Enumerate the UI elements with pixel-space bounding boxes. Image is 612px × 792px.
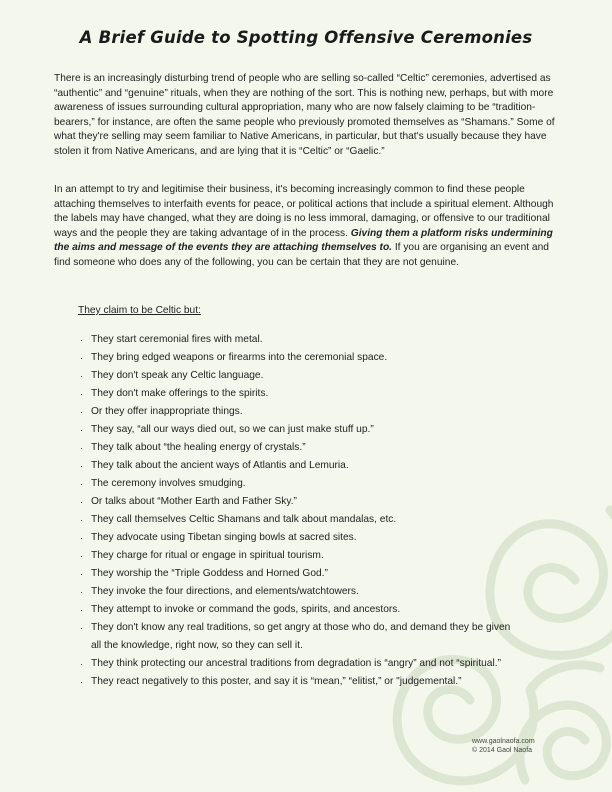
claim-text: They say, “all our ways died out, so we can just make stuff up.” <box>91 424 374 435</box>
claim-item <box>78 475 518 493</box>
poster-title: A Brief Guide to Spotting Offensive Ceremonies <box>79 28 533 47</box>
bullet-dot: · <box>80 335 83 345</box>
bullet-dot: · <box>80 479 83 489</box>
claim-text: They don't speak any Celtic language. <box>91 370 264 381</box>
claim-text: They react negatively to this poster, and say it is “mean,” “elitist,” or "judgemental.” <box>91 676 462 687</box>
bullet-dot: · <box>80 533 83 543</box>
warning-paragraph-closing: If you are organising an event and find someone who does any of the following, you can be certain that they are not genuine. <box>54 242 549 268</box>
bullet-dot: · <box>80 569 83 579</box>
claim-text: Or they offer inappropriate things. <box>91 406 243 417</box>
footer <box>472 737 535 755</box>
claim-item <box>78 601 518 619</box>
claim-text: They call themselves Celtic Shamans and talk about mandalas, etc. <box>91 514 397 525</box>
bullet-dot: · <box>80 605 83 615</box>
claim-item <box>78 673 518 691</box>
claim-text: They advocate using Tibetan singing bowls at sacred sites. <box>91 532 357 543</box>
bullet-dot: · <box>80 677 83 687</box>
claim-text: Or talks about “Mother Earth and Father Sky.” <box>91 496 297 507</box>
claim-item <box>78 367 518 385</box>
footer-website: www.gaolnaofa.com <box>472 738 535 745</box>
footer-copyright: © 2014 Gaol Naofa <box>472 747 533 754</box>
claim-item <box>78 421 518 439</box>
claim-text: The ceremony involves smudging. <box>91 478 246 489</box>
bullet-dot: · <box>80 497 83 507</box>
claim-item <box>78 439 518 457</box>
section-heading: They claim to be Celtic but: <box>78 305 201 316</box>
claim-text: They charge for ritual or engage in spiritual tourism. <box>91 550 324 561</box>
claim-text: They attempt to invoke or command the gods, spirits, and ancestors. <box>91 604 401 615</box>
warning-paragraph <box>54 183 566 271</box>
claim-item <box>78 547 518 565</box>
claim-item <box>78 619 518 655</box>
claim-item <box>78 655 518 673</box>
claim-text: They bring edged weapons or firearms into the ceremonial space. <box>91 352 388 363</box>
bullet-dot: · <box>80 515 83 525</box>
bullet-dot: · <box>80 371 83 381</box>
warning-paragraph-text: In an attempt to try and legitimise their business, it's becoming increasingly common to find these people attaching themselves to interfaith events for peace, or political actions that include a spiritual element. Although the labels may have changed, what they are doing is no less immoral, damaging, or offensive to our traditional ways and the people they are taking advantage of in the process. <box>54 184 554 239</box>
claim-text: They think protecting our ancestral traditions from degradation is “angry” and not “spiritual.” <box>91 658 501 669</box>
claim-text: They don't know any real traditions, so get angry at those who do, and demand they be given all the knowledge, right now, so they can sell it. <box>91 622 511 651</box>
claim-item <box>78 349 518 367</box>
warning-emphasis: Giving them a platform risks undermining the aims and message of the events they are attaching themselves to. <box>54 227 553 254</box>
claim-item <box>78 493 518 511</box>
bullet-dot: · <box>80 551 83 561</box>
bullet-dot: · <box>80 353 83 363</box>
intro-paragraph: There is an increasingly disturbing trend of people who are selling so-called “Celtic” ceremonies, advertised as “authentic” and “genuine” rituals, when they are nothing of the sort. This is nothing new, perhaps, but with more awareness of issues surrounding cultural appropriation, many who are now falsely claiming to be “tradition-bearers,” for instance, are often the same people who previously promoted themselves as “Shamans.” Some of what they're selling may seem familiar to Native Americans, in particular, but that's usually because they have stolen it from Native Americans, and are lying that it is “Celtic” or “Gaelic.” <box>54 73 555 157</box>
claim-text: They talk about “the healing energy of crystals.” <box>91 442 306 453</box>
claim-item <box>78 331 518 349</box>
claims-list <box>78 331 518 691</box>
claim-item <box>78 529 518 547</box>
bullet-dot: · <box>80 389 83 399</box>
bullet-dot: · <box>80 443 83 453</box>
bullet-dot: · <box>80 659 83 669</box>
bullet-dot: · <box>80 461 83 471</box>
claim-item <box>78 565 518 583</box>
claim-item <box>78 403 518 421</box>
claim-item <box>78 511 518 529</box>
bullet-dot: · <box>80 587 83 597</box>
claim-text: They start ceremonial fires with metal. <box>91 334 263 345</box>
claim-item <box>78 583 518 601</box>
claim-text: They invoke the four directions, and elements/watchtowers. <box>91 586 359 597</box>
claim-text: They don't make offerings to the spirits. <box>91 388 269 399</box>
bullet-dot: · <box>80 407 83 417</box>
claim-item <box>78 457 518 475</box>
bullet-dot: · <box>80 425 83 435</box>
claim-text: They worship the “Triple Goddess and Horned God.” <box>91 568 328 579</box>
claim-item <box>78 385 518 403</box>
bullet-dot: · <box>80 623 83 633</box>
claim-text: They talk about the ancient ways of Atlantis and Lemuria. <box>91 460 349 471</box>
